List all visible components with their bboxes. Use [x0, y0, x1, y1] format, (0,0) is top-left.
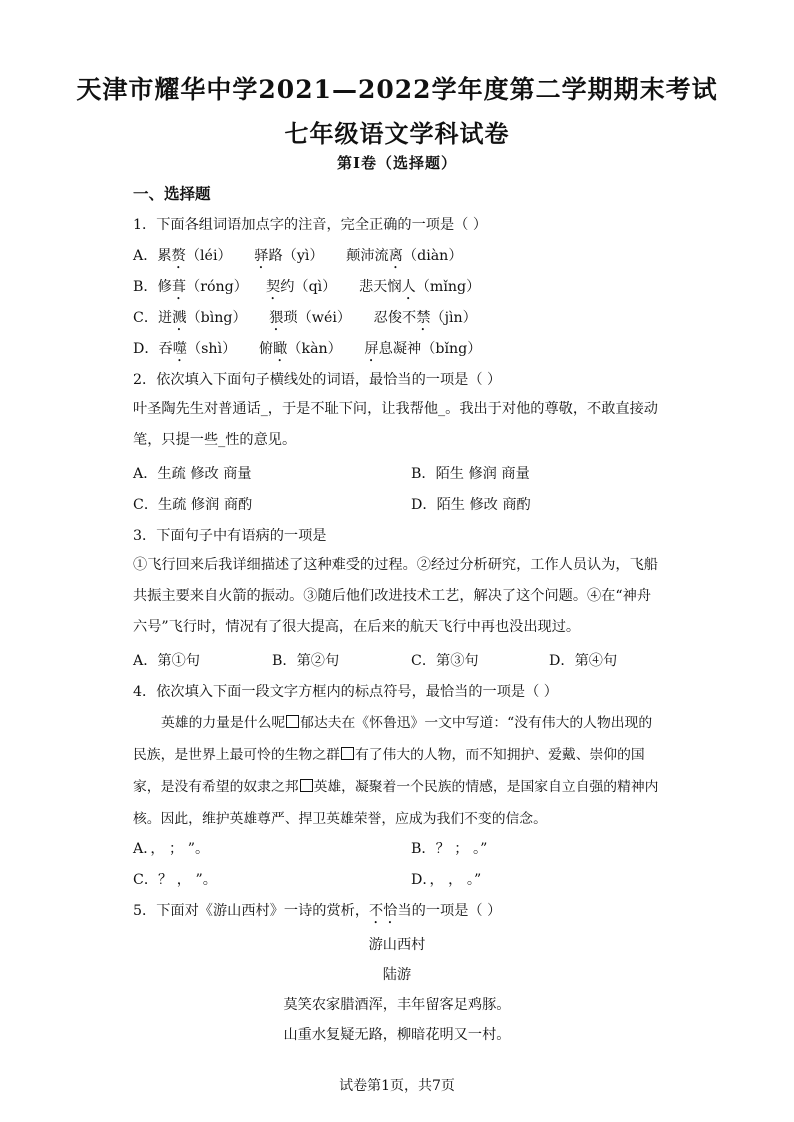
q2-option-a: A．生疏 修改 商量	[133, 466, 252, 482]
q1d-t3: 俯	[258, 341, 274, 357]
q4-option-c: C．？ ， ”。	[133, 872, 217, 888]
q3-option-a: A．第①句	[133, 653, 200, 669]
q3-stem: 3．下面句子中有语病的一项是	[133, 528, 327, 544]
section-heading: 一、选择题	[133, 184, 211, 203]
exam-subtitle: 七年级语文学科试卷	[284, 119, 510, 148]
q4-stem: 4．依次填入下面一段文字方框内的标点符号，最恰当的一项是（ ）	[133, 684, 558, 700]
q1d-t7: 息凝神（bǐng）	[378, 341, 482, 357]
q2-option-c: C．生疏 修润 商酌	[133, 497, 253, 513]
q1-option-d	[133, 338, 481, 365]
q4-p3: 有了伟大的人物，而不知拥护、爱戴、崇仰的国家，是没有希望的奴隶之邦	[133, 747, 645, 795]
q1d-dot6: 屏	[364, 341, 379, 357]
q1a-dot6: 离	[388, 248, 403, 264]
q1-option-a	[133, 245, 463, 272]
q1d-dot4: 瞰	[273, 341, 288, 357]
q1c-t4: 琐（wéi）	[283, 310, 352, 326]
q2-stem: 2．依次填入下面句子横线处的词语，最恰当的一项是（ ）	[133, 372, 502, 388]
q1b-t2: （róng）	[186, 279, 248, 295]
q1c-dot1: 溅	[172, 310, 187, 326]
q5-stem-pre: 5．下面对《游山西村》一诗的赏析，	[133, 903, 370, 919]
q5-stem-post: 当的一项是（ ）	[397, 903, 502, 919]
q1c-t0: C．迸	[133, 310, 173, 326]
q4-passage	[133, 707, 663, 835]
q1b-dot1: 葺	[171, 279, 187, 295]
q4-option-b: B．？ ； 。”	[411, 841, 488, 857]
q2-text: 叶圣陶先生对普通话_，于是不耻下问，让我帮他_。我出于对他的尊敬，不敢直接动笔，只提一些_性的意见。	[133, 401, 658, 448]
q1d-t5: （kàn）	[287, 341, 342, 357]
q1b-dot3: 契	[265, 279, 281, 295]
q4-p1: 英雄的力量是什么呢	[161, 715, 286, 731]
q4-p2: 郁达夫在《怀鲁迅》一文中写道：“没有伟大的人物出现的民族，是世界上最可怜的生物之群	[133, 715, 653, 763]
q1b-t7: （mǐng）	[415, 279, 481, 295]
poem-author: 陆游	[382, 967, 412, 983]
q1a-t4: 路（yì）	[268, 248, 324, 264]
q1-option-c	[133, 307, 477, 334]
q1-stem: 1．下面各组词语加点字的注音，完全正确的一项是（ ）	[133, 217, 488, 233]
q2-option-d: D．陌生 修改 商酌	[411, 497, 531, 513]
q4-option-a: A．， ； ”。	[133, 841, 210, 857]
q3-option-c: C．第③句	[411, 653, 479, 669]
q2-option-b: B．陌生 修润 商量	[411, 466, 530, 482]
part-heading: 第Ⅰ卷（选择题）	[336, 154, 458, 172]
q1a-t2: （léi）	[185, 248, 232, 264]
page-footer: 试卷第1页，共7页	[339, 1078, 455, 1094]
q1a-t0: A．累	[133, 248, 172, 264]
q1a-t5: 颠沛流	[346, 248, 389, 264]
q4-option-d: D．， ， 。”	[411, 872, 482, 888]
q1a-dot3: 驿	[254, 248, 269, 264]
q5-stem-dot2: 恰	[383, 903, 398, 919]
q1c-t5: 忍俊不	[373, 310, 417, 326]
q5-stem-dot1: 不	[369, 903, 384, 919]
q1a-t7: （diàn）	[402, 248, 463, 264]
q1b-t5: 悲天悯	[358, 279, 402, 295]
q3-option-b: B．第②句	[272, 653, 340, 669]
q1b-dot6: 人	[401, 279, 416, 295]
q1c-dot3: 猥	[269, 310, 284, 326]
blank-box-1	[286, 715, 299, 728]
q3-option-d: D．第④句	[549, 653, 618, 669]
q4-p4: 英雄，凝聚着一个民族的情感，是国家自立自强的精神内核。因此，维护英雄尊严、捍卫英雄荣誉，应成为我们不变的信念。	[133, 779, 659, 827]
poem-line-1: 莫笑农家腊酒浑，丰年留客足鸡豚。	[283, 997, 511, 1013]
q3-text: ①飞行回来后我详细描述了这种难受的过程。②经过分析研究，工作人员认为，飞船共振主要来自火箭的振动。③随后他们改进技术工艺，解决了这个问题。④在“神舟六号”飞行时，情况有了很大提高，在后来的航天飞行中再也没出现过。	[133, 557, 658, 635]
blank-box-3	[300, 779, 313, 792]
exam-title: 天津市耀华中学2021—2022学年度第二学期期末考试	[76, 75, 718, 104]
q1d-dot1: 噬	[172, 341, 187, 357]
q1c-t7: （jìn）	[430, 310, 477, 326]
q1d-t2: （shì）	[186, 341, 237, 357]
q1a-dot1: 赘	[171, 248, 186, 264]
q1d-t0: D．吞	[133, 341, 173, 357]
poem-title: 游山西村	[368, 937, 426, 953]
q1b-t0: B．修	[133, 279, 172, 295]
q5-stem	[133, 900, 501, 927]
blank-box-2	[341, 747, 354, 760]
q1-option-b	[133, 276, 480, 303]
poem-line-2: 山重水复疑无路，柳暗花明又一村。	[283, 1027, 511, 1043]
q1c-dot6: 禁	[416, 310, 431, 326]
q1c-t2: （bìng）	[186, 310, 247, 326]
q1b-t4: 约（qì）	[280, 279, 337, 295]
